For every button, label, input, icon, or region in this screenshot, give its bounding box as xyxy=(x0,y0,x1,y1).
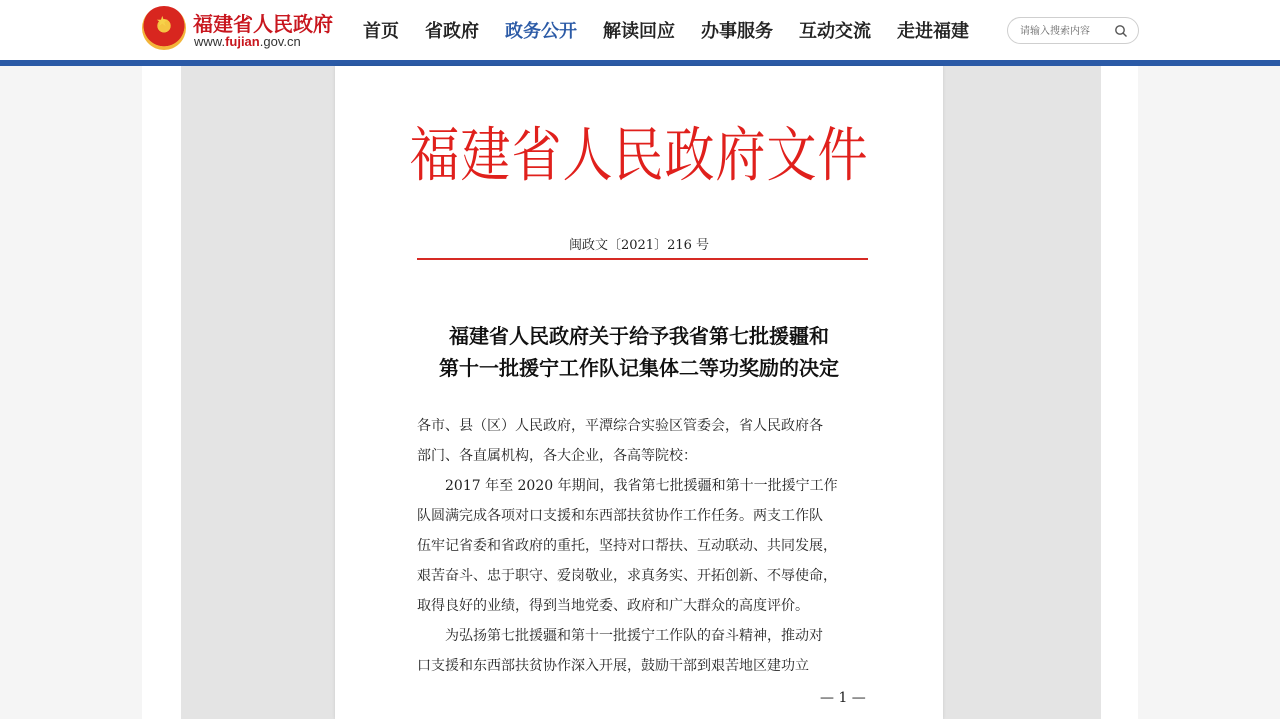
search-icon[interactable] xyxy=(1114,24,1128,38)
document-heading-line-2: 第十一批援宁工作队记集体二等功奖励的决定 xyxy=(439,356,839,380)
nav-item-government-affairs[interactable]: 政务公开 xyxy=(505,21,577,42)
document-heading-line-1: 福建省人民政府关于给予我省第七批援疆和 xyxy=(449,324,829,348)
document-body xyxy=(417,411,871,681)
body-line: 为弘扬第七批援疆和第十一批援宁工作队的奋斗精神，推动对 xyxy=(445,628,823,644)
search-box xyxy=(1007,17,1139,44)
body-line: 2017 年至 2020 年期间，我省第七批援疆和第十一批援宁工作 xyxy=(445,478,838,494)
nav-item-home[interactable]: 首页 xyxy=(363,21,399,42)
body-line: 伍牢记省委和省政府的重托，坚持对口帮扶、互动联动、共同发展， xyxy=(417,538,837,554)
nav-item-services[interactable]: 办事服务 xyxy=(701,21,773,42)
body-line: 部门、各直属机构，各大企业，各高等院校： xyxy=(417,448,697,464)
national-emblem-icon[interactable] xyxy=(142,6,186,50)
nav-item-province-government[interactable]: 省政府 xyxy=(425,21,479,42)
site-name[interactable]: 福建省人民政府 xyxy=(193,12,333,36)
main-nav xyxy=(350,0,982,60)
site-url-suffix: .gov.cn xyxy=(259,34,301,49)
document-header-title: 福建省人民政府文件 xyxy=(409,120,869,190)
site-url-prefix: www. xyxy=(194,34,226,49)
body-line: 艰苦奋斗、忠于职守、爱岗敬业，求真务实、开拓创新、不辱使命， xyxy=(417,568,837,584)
document-number: 闽政文〔2021〕216 号 xyxy=(568,238,710,253)
document-page xyxy=(335,66,943,719)
search-input[interactable] xyxy=(1020,22,1110,40)
body-line: 口支援和东西部扶贫协作深入开展，鼓励干部到艰苦地区建功立 xyxy=(417,658,809,674)
star-icon: ★ xyxy=(156,14,169,30)
site-url-domain: fujian xyxy=(225,34,260,49)
nav-item-about-fujian[interactable]: 走进福建 xyxy=(897,21,969,42)
nav-item-interpretation[interactable]: 解读回应 xyxy=(603,21,675,42)
nav-item-interaction[interactable]: 互动交流 xyxy=(799,21,871,42)
body-line: 各市、县（区）人民政府，平潭综合实验区管委会，省人民政府各 xyxy=(417,418,823,434)
page-number: — 1 — xyxy=(820,690,866,706)
body-line: 取得良好的业绩，得到当地党委、政府和广大群众的高度评价。 xyxy=(417,598,809,614)
body-line: 队圆满完成各项对口支援和东西部扶贫协作工作任务。两支工作队 xyxy=(417,508,823,524)
red-divider xyxy=(417,258,868,260)
site-url[interactable] xyxy=(194,34,301,49)
site-header xyxy=(0,0,1280,60)
